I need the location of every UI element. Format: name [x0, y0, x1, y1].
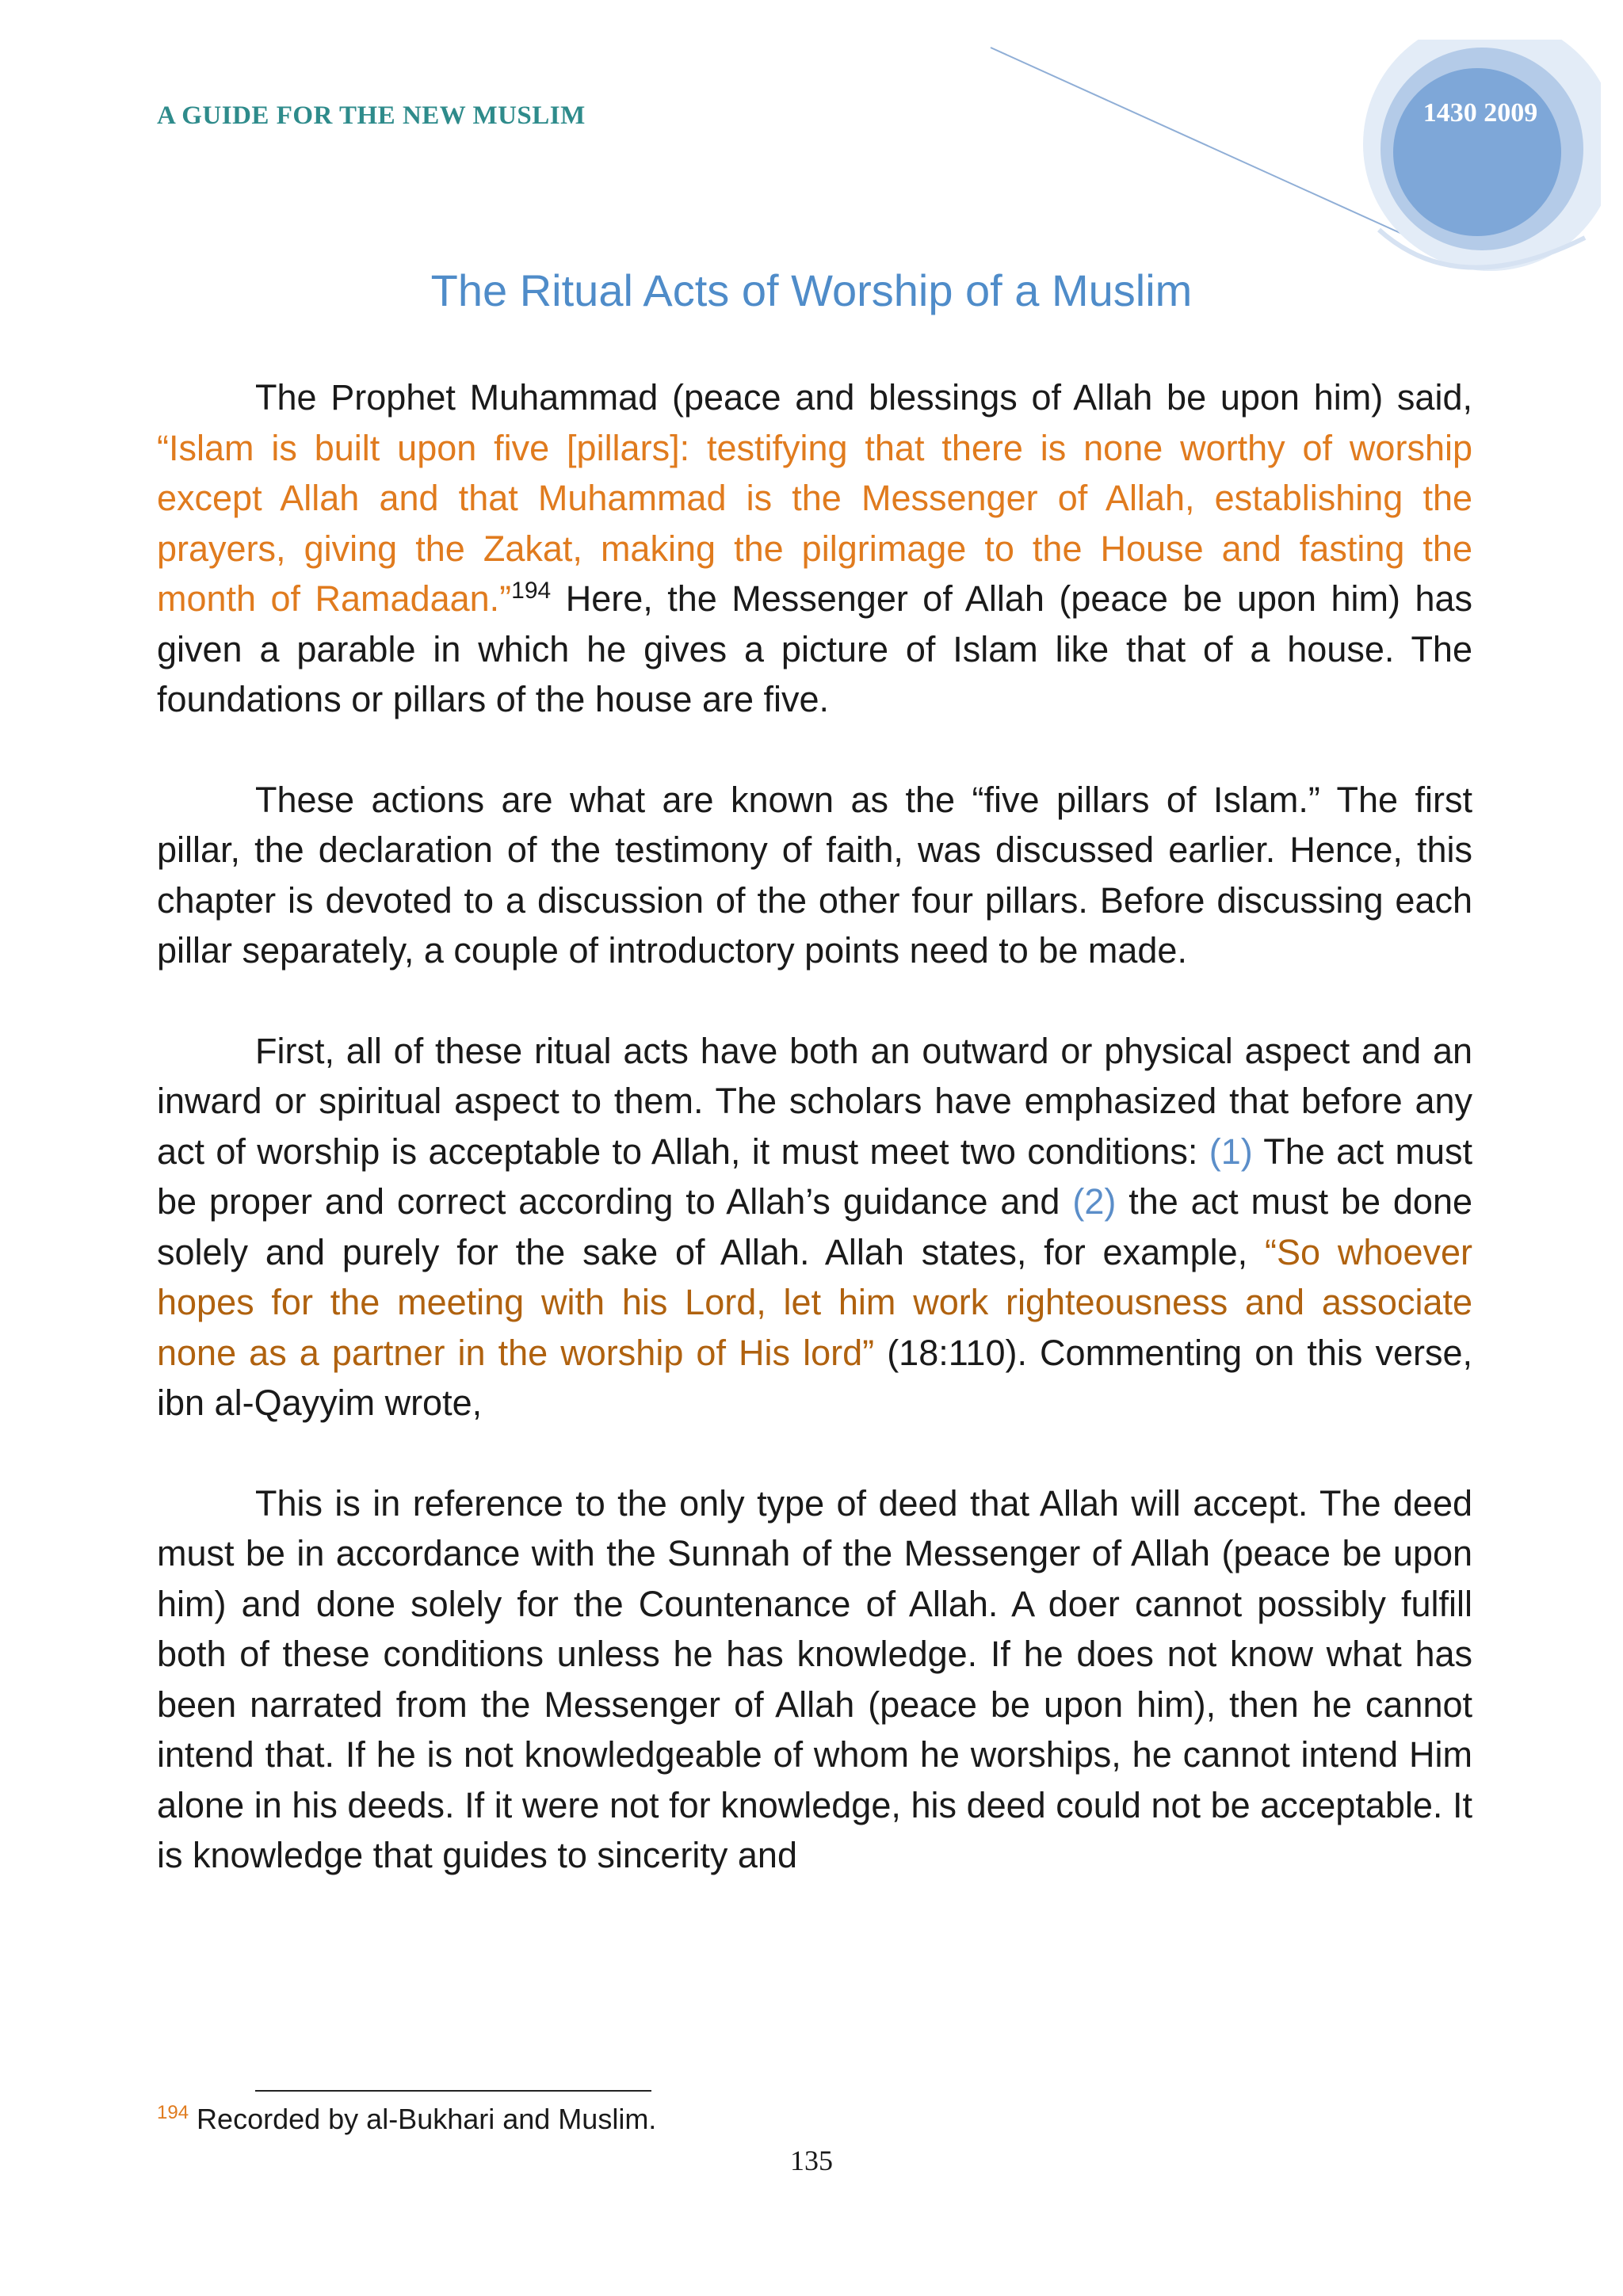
body-text — [157, 372, 1472, 1931]
paragraph-1-tail: Here, the Messenger of Allah (peace be upon him) has given a parable in which he gives a picture of Islam like that of a house. The foundations or pillars of the house are five. — [157, 578, 1473, 719]
paragraph-3-part-1: First, all of these ritual acts have both an outward or physical aspect and an inward or spiritual aspect to them. The scholars have emphasized that before any act of worship is acceptable to Allah, it must meet two conditions: — [157, 1030, 1472, 1172]
condition-number-1: (1) — [1209, 1131, 1253, 1172]
footnote-reference: 194 — [511, 578, 552, 604]
paragraph-3-part-3: the act must be done solely and purely for the sake of Allah. Allah states, for example, — [157, 1181, 1472, 1272]
paragraph-4: This is in reference to the only type of deed that Allah will accept. The deed must be in accordance with the Sunnah of the Messenger of Allah (peace be upon him) and done solely for the Countenance of Allah. A doer cannot possibly fulfill both of these conditions unless he has knowledge. If he does not know what has been narrated from the Messenger of Allah (peace be upon him), then he cannot intend that. If he is not knowledgeable of whom he worships, he cannot intend Him alone in his deeds. If it were not for knowledge, his deed could not be acceptable. It is knowledge that guides to sincerity and — [157, 1482, 1472, 1875]
book-title: A GUIDE FOR THE NEW MUSLIM — [157, 101, 586, 130]
footnote — [157, 2103, 656, 2136]
footnote-divider — [255, 2090, 651, 2092]
hadith-quote: “Islam is built upon five [pillars]: testifying that there is none worthy of worship except Allah and that Muhammad is the Messenger of Allah, establishing the prayers, giving the Zakat, making the pilgrimage to the House and fasting the month of Ramadaan.” — [157, 427, 1472, 619]
paragraph-3-part-4: (18:110). Commenting on this verse, ibn al-Qayyim wrote, — [157, 1332, 1473, 1423]
paragraph-2: These actions are what are known as the “five pillars of Islam.” The first pillar, the declaration of the testimony of faith, was discussed earlier. Hence, this chapter is devoted to a discussion of the other four pillars. Before discussing each pillar separately, a couple of introductory points need to be made. — [157, 779, 1472, 971]
paragraph-1-lead: The Prophet Muhammad (peace and blessings of Allah be upon him) said, — [255, 377, 1472, 418]
footnote-number: 194 — [157, 2102, 189, 2123]
footnote-text: Recorded by al-Bukhari and Muslim. — [189, 2103, 657, 2135]
paragraph-1 — [157, 372, 1472, 725]
year-badge: 1430 2009 — [1423, 98, 1538, 128]
paragraph-3-part-2: The act must be proper and correct according to Allah’s guidance and — [157, 1131, 1472, 1222]
paragraph-3 — [157, 1026, 1472, 1428]
page-number: 135 — [790, 2145, 833, 2176]
decorative-inner-circle — [1393, 68, 1561, 236]
quran-verse-quote: “So whoever hopes for the meeting with his Lord, let him work righteousness and associate none as a partner in the worship of His lord” — [157, 1231, 1472, 1373]
condition-number-2: (2) — [1072, 1181, 1117, 1222]
chapter-title: The Ritual Acts of Worship of a Muslim — [430, 265, 1193, 315]
decorative-diagonal-line — [991, 48, 1411, 238]
